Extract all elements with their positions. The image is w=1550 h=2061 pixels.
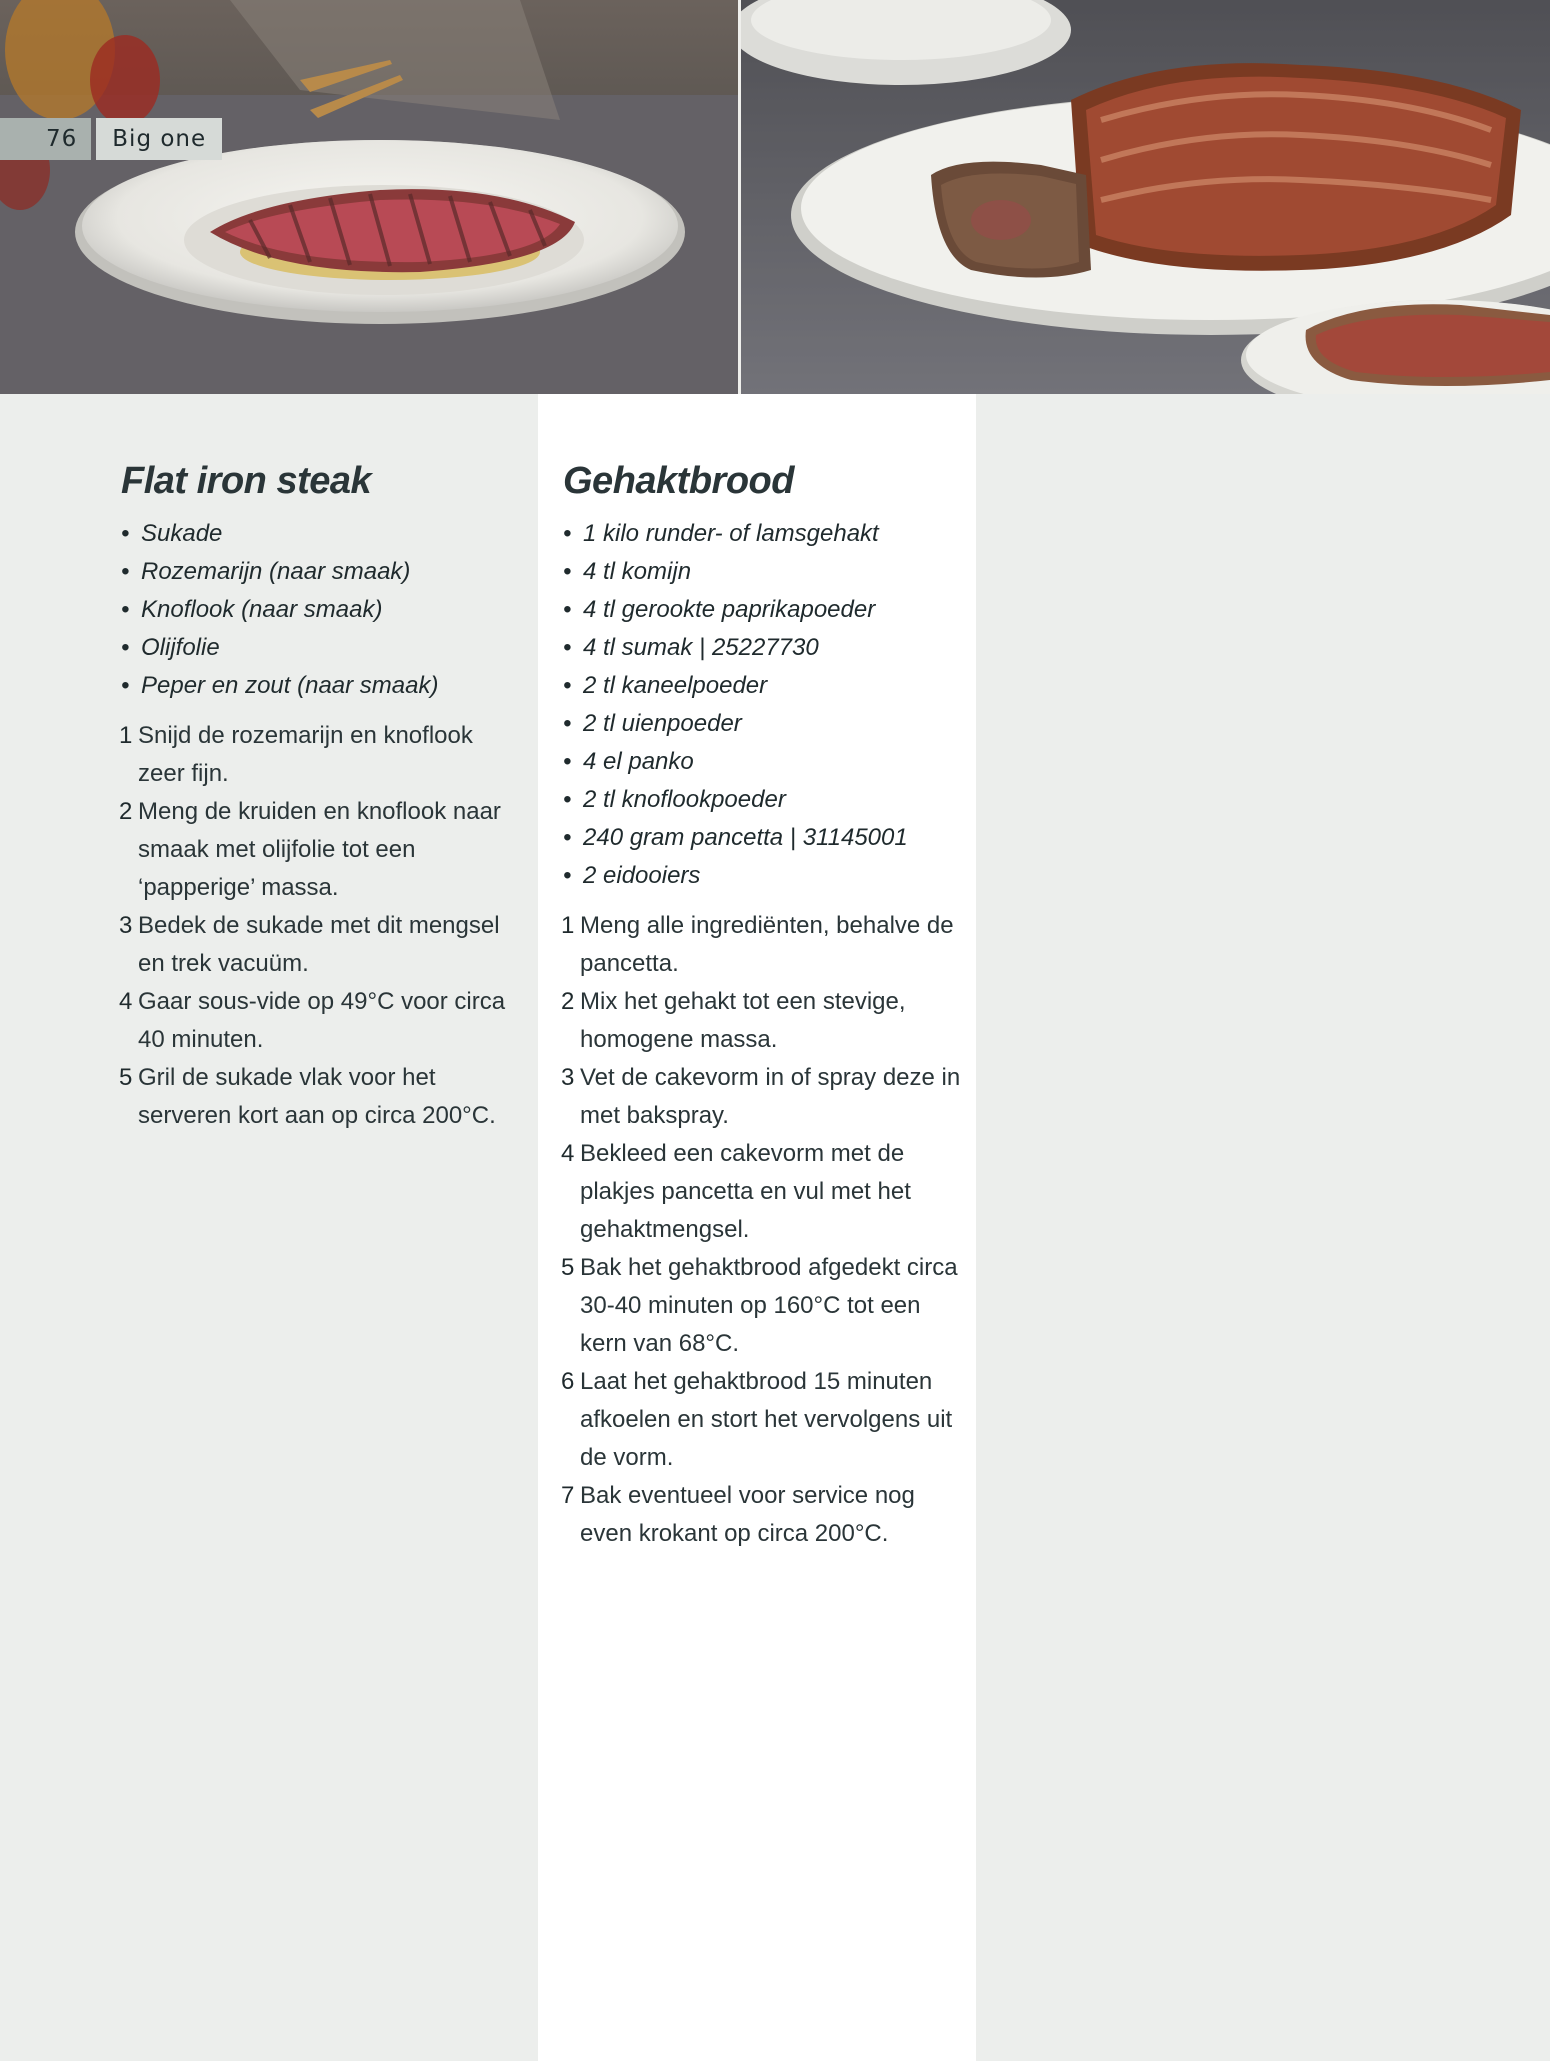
step-item [563,1477,963,1553]
step-number: 1 [561,912,575,939]
ingredient-item: • 4 tl komijn [563,553,963,591]
step-item [121,907,521,983]
step-item [121,983,521,1059]
step-number: 3 [119,912,133,939]
step-text: Bekleed een cakevorm met de plakjes pancetta en vul met het gehaktmengsel. [580,1140,911,1243]
ingredient-list [563,515,963,895]
ingredient-item: • 4 el panko [563,743,963,781]
ingredient-item: • 2 tl kaneelpoeder [563,667,963,705]
ingredient-item: • Olijfolie [121,629,521,667]
step-list [121,717,521,1135]
step-item [563,907,963,983]
step-item [563,1249,963,1363]
step-item [563,1135,963,1249]
ingredient-item: • 2 tl uienpoeder [563,705,963,743]
recipe-title: Flat iron steak [121,460,372,502]
step-text: Bedek de sukade met dit mengsel en trek vacuüm. [138,912,500,977]
ingredient-item: • Sukade [121,515,521,553]
ingredient-item: • Peper en zout (naar smaak) [121,667,521,705]
step-number: 7 [561,1482,575,1509]
step-list [563,907,963,1553]
section-label: Big one [96,118,222,160]
step-text: Meng de kruiden en knoflook naar smaak met olijfolie tot een ‘papperige’ massa. [138,798,501,901]
step-item [121,1059,521,1135]
step-text: Gaar sous-vide op 49°C voor circa 40 minuten. [138,988,506,1053]
ingredient-item: • 2 eidooiers [563,857,963,895]
step-item [563,983,963,1059]
flat-iron-steak-photo [0,0,738,394]
meatloaf-photo [741,0,1550,394]
ingredient-item: • 2 tl knoflookpoeder [563,781,963,819]
step-number: 5 [561,1254,575,1281]
step-number: 5 [119,1064,133,1091]
ingredient-list [121,515,521,705]
step-number: 2 [119,798,133,825]
step-item [121,717,521,793]
step-text: Snijd de rozemarijn en knoflook zeer fijn. [138,722,473,787]
page-number: 76 [0,118,91,160]
ingredient-item: • 1 kilo runder- of lamsgehakt [563,515,963,553]
step-number: 4 [561,1140,575,1167]
recipe-flat-iron-steak [121,460,521,1135]
step-text: Mix het gehakt tot een stevige, homogene massa. [580,988,906,1053]
step-text: Vet de cakevorm in of spray deze in met bakspray. [580,1064,961,1129]
ingredient-item: • Rozemarijn (naar smaak) [121,553,521,591]
step-item [563,1363,963,1477]
step-item [563,1059,963,1135]
page-tag [0,118,222,160]
step-text: Meng alle ingrediënten, behalve de pancetta. [580,912,954,977]
step-text: Bak eventueel voor service nog even krokant op circa 200°C. [580,1482,915,1547]
step-number: 3 [561,1064,575,1091]
step-text: Laat het gehaktbrood 15 minuten afkoelen en stort het vervolgens uit de vorm. [580,1368,953,1471]
recipe-title: Gehaktbrood [563,460,794,502]
ingredient-item: • Knoflook (naar smaak) [121,591,521,629]
ingredient-item: • 4 tl sumak | 25227730 [563,629,963,667]
step-item [121,793,521,907]
step-number: 1 [119,722,133,749]
ingredient-item: • 4 tl gerookte paprikapoeder [563,591,963,629]
ingredient-item: • 240 gram pancetta | 31145001 [563,819,963,857]
recipe-gehaktbrood [563,460,963,1553]
step-text: Gril de sukade vlak voor het serveren kort aan op circa 200°C. [138,1064,496,1129]
step-number: 2 [561,988,575,1015]
step-number: 6 [561,1368,575,1395]
step-number: 4 [119,988,133,1015]
step-text: Bak het gehaktbrood afgedekt circa 30-40 minuten op 160°C tot een kern van 68°C. [580,1254,958,1357]
